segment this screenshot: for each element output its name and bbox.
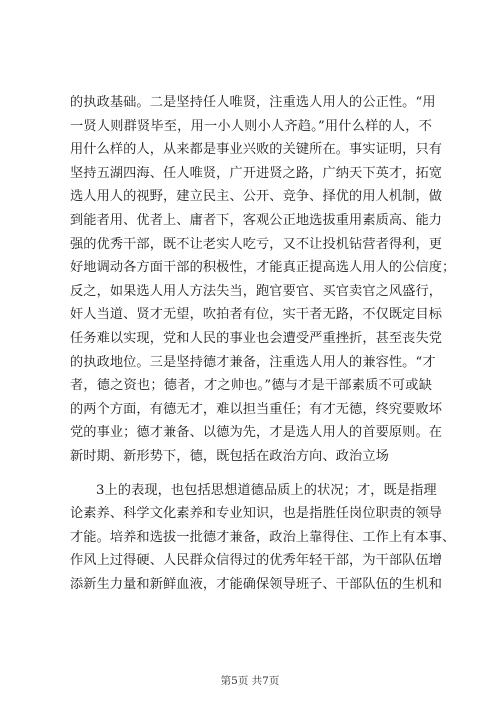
paragraph-1 <box>70 91 456 469</box>
text-line: 才能。培养和选拔一批德才兼备，政治上靠得住、工作上有本事、 <box>70 529 456 545</box>
text-line: 3上的表现，也包括思想道德品质上的状况；才，既是指理 <box>96 482 437 498</box>
text-line: 反之，如果选人用人方法失当，跑官要官、买官卖官之风盛行， <box>70 283 443 299</box>
page-footer <box>0 673 500 688</box>
text-line: 新时期、新形势下，德，既包括在政治方向、政治立场 <box>70 448 389 464</box>
page-number: 第5页 共7页 <box>220 675 280 687</box>
text-line: 到能者用、优者上、庸者下，客观公正地选拔重用素质高、能力 <box>70 212 443 228</box>
text-line: 选人用人的视野，建立民主、公开、竞争、择优的用人机制，做 <box>70 189 443 205</box>
text-line: 任务难以实现，党和人民的事业也会遭受严重挫折，甚至丧失党 <box>70 330 443 346</box>
body-text <box>70 91 456 596</box>
text-line: 论素养、科学文化素养和专业知识，也是指胜任岗位职责的领导 <box>70 506 443 522</box>
text-line: 一贤人则群贤毕至，用一小人则小人齐趋。”用什么样的人，不 <box>70 118 432 134</box>
text-line: 作风上过得硬、人民群众信得过的优秀年轻干部，为干部队伍增 <box>70 553 443 569</box>
paragraph-gap <box>70 469 432 479</box>
text-line: 的执政基础。二是坚持任人唯贤，注重选人用人的公正性。“用 <box>70 95 436 110</box>
text-line: 奸人当道、贤才无望，吹拍者有位，实干者无路，不仅既定目标 <box>70 307 443 323</box>
text-line: 党的事业；德才兼备、以德为先，才是选人用人的首要原则。在 <box>70 425 443 441</box>
text-line: 坚持五湖四海、任人唯贤，广开进贤之路，广纳天下英才，拓宽 <box>70 165 443 181</box>
text-line: 的执政地位。三是坚持德才兼备，注重选人用人的兼容性。“才 <box>70 354 436 370</box>
text-line: 者，德之资也；德者，才之帅也。”德与才是干部素质不可或缺 <box>70 378 432 394</box>
text-line: 添新生力量和新鲜血液，才能确保领导班子、干部队伍的生机和 <box>70 576 443 592</box>
text-line: 的两个方面，有德无才，难以担当重任；有才无德，终究要败坏 <box>70 401 443 417</box>
text-line: 强的优秀干部，既不让老实人吃亏，又不让投机钻营者得利，更 <box>70 236 443 252</box>
text-line: 用什么样的人，从来都是事业兴败的关键所在。事实证明，只有 <box>70 142 443 158</box>
paragraph-2 <box>70 479 456 597</box>
text-line: 好地调动各方面干部的积极性，才能真正提高选人用人的公信度； <box>70 260 456 276</box>
